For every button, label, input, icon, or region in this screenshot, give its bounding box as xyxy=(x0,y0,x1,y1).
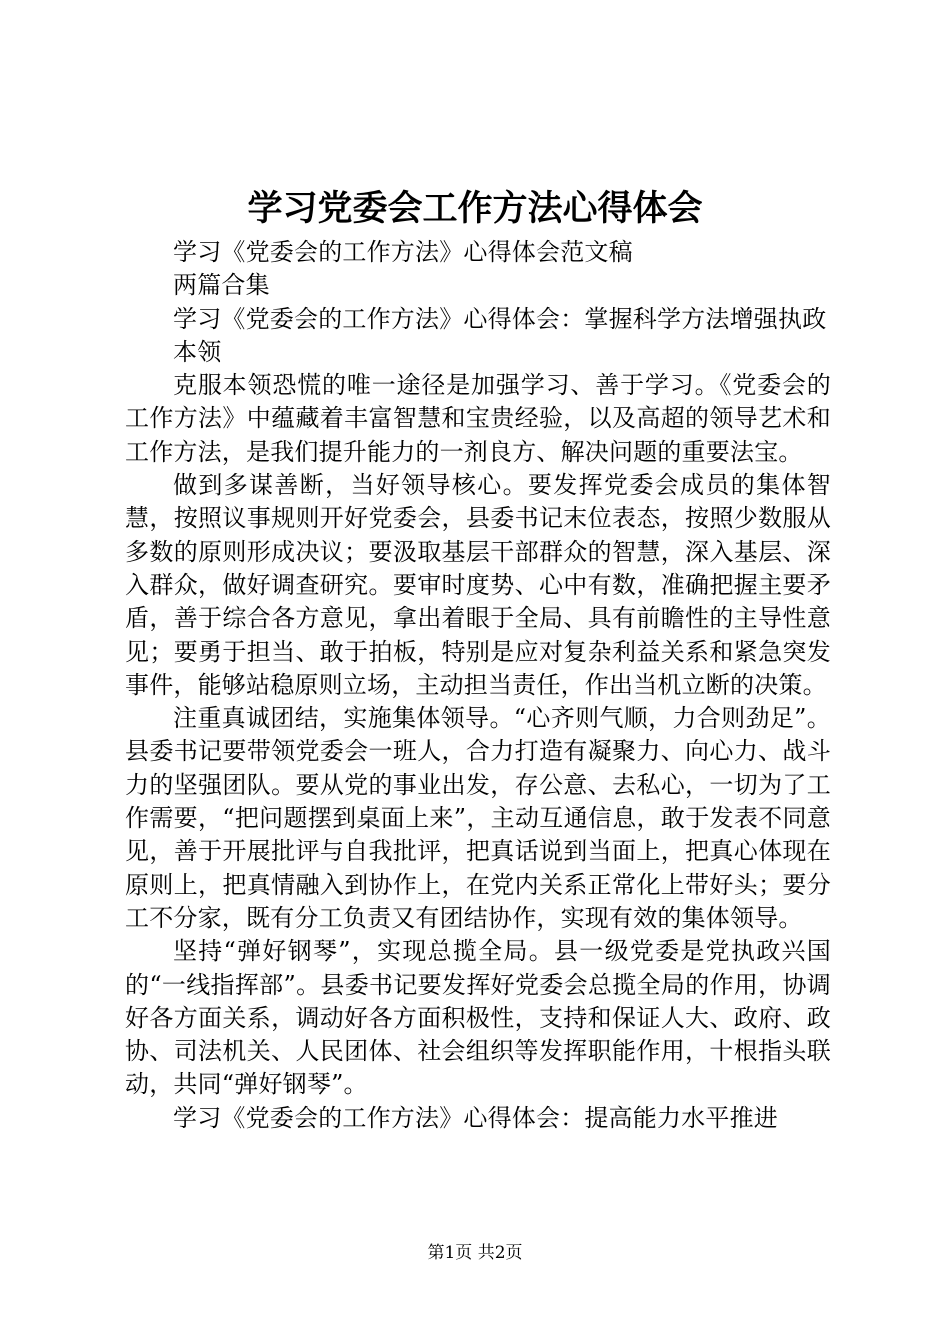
paragraph-point-1: 做到多谋善断，当好领导核心。要发挥党委会成员的集体智慧，按照议事规则开好党委会，县委书记末位表态，按照少数服从多数的原则形成决议；要汲取基层干部群众的智慧，深入基层、深入群众，做好调查研究。要审时度势、心中有数，准确把握主要矛盾，善于综合各方意见，拿出着眼于全局、具有前瞻性的主导性意见；要勇于担当、敢于拍板，特别是应对复杂利益关系和紧急突发事件，能够站稳原则立场，主动担当责任，作出当机立断的决策。 xyxy=(125,471,831,699)
paragraph-subtitle: 学习《党委会的工作方法》心得体会范文稿 xyxy=(173,238,633,266)
page-footer: 第1页 共2页 xyxy=(427,1243,523,1263)
document-title: 学习党委会工作方法心得体会 xyxy=(247,188,703,229)
paragraph-section-heading-2: 学习《党委会的工作方法》心得体会：提高能力水平推进 xyxy=(173,1103,778,1132)
paragraph-point-2: 注重真诚团结，实施集体领导。“心齐则气顺，力合则劲足”。县委书记要带领党委会一班人，合力打造有凝聚力、向心力、战斗力的坚强团队。要从党的事业出发，存公意、去私心，一切为了工作需要，“把问题摆到桌面上来”，主动互通信息，敢于发表不同意见，善于开展批评与自我批评，把真话说到当面上，把真心体现在原则上，把真情融入到协作上，在党内关系正常化上带好头；要分工不分家，既有分工负责又有团结协作，实现有效的集体领导。 xyxy=(125,704,831,932)
paragraph-intro: 克服本领恐慌的唯一途径是加强学习、善于学习。《党委会的工作方法》中蕴藏着丰富智慧和宝贵经验，以及高超的领导艺术和工作方法，是我们提升能力的一剂良方、解决问题的重要法宝。 xyxy=(125,371,831,466)
document-body xyxy=(125,236,831,1135)
paragraph-section-heading-1-cont: 本领 xyxy=(173,337,222,366)
paragraph-point-3: 坚持“弹好钢琴”，实现总揽全局。县一级党委是党执政兴国的“一线指挥部”。县委书记要发挥好党委会总揽全局的作用，协调好各方面关系，调动好各方面积极性，支持和保证人大、政府、政协、司法机关、人民团体、社会组织等发挥职能作用，十根指头联动，共同“弹好钢琴”。 xyxy=(125,937,831,1099)
paragraph-section-heading-1: 学习《党委会的工作方法》心得体会：掌握科学方法增强执政 xyxy=(173,304,827,333)
paragraph-subtitle-cont: 两篇合集 xyxy=(173,271,270,300)
